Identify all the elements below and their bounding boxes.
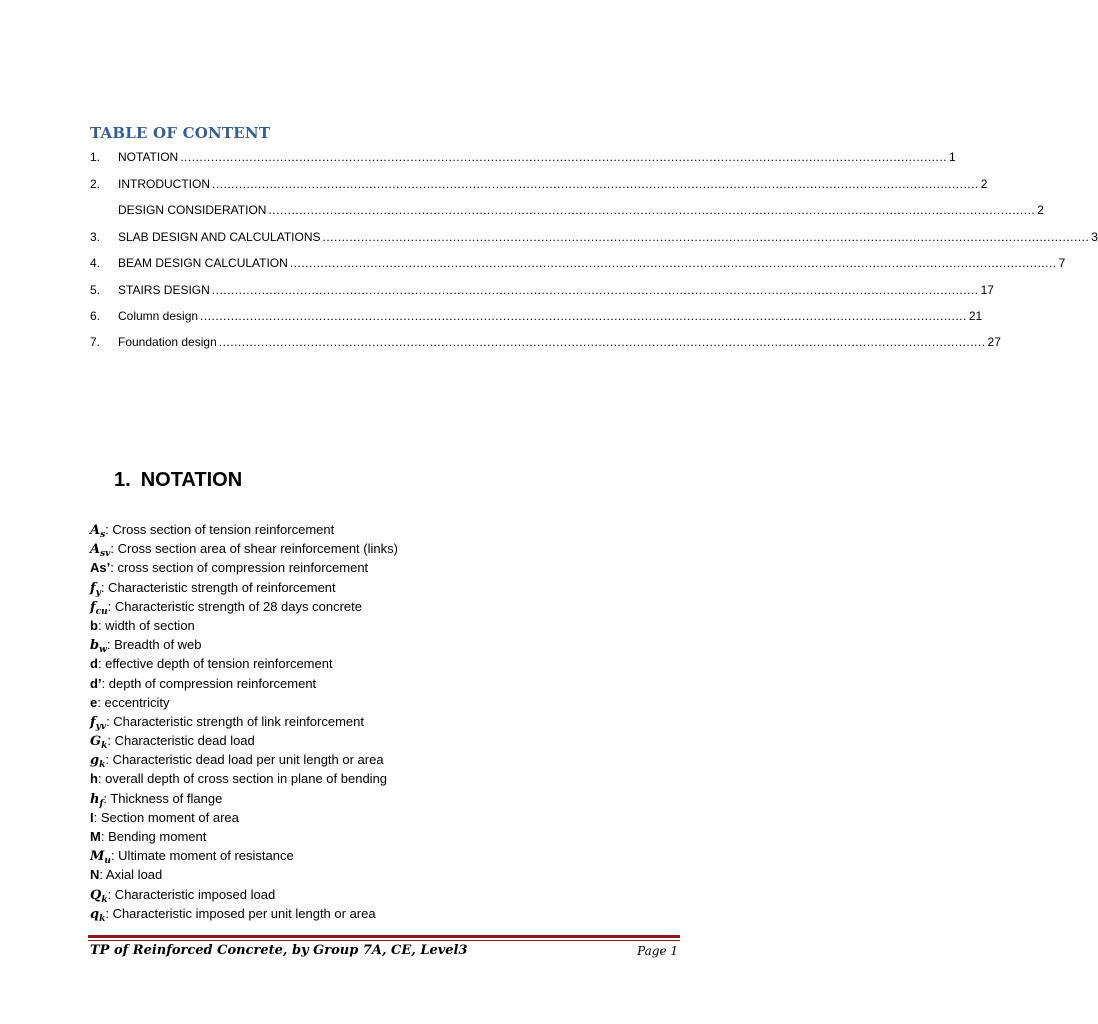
notation-item bbox=[90, 750, 690, 769]
notation-symbol bbox=[90, 849, 111, 867]
toc-title: TABLE OF CONTENT bbox=[90, 124, 271, 142]
notation-symbol-base: q bbox=[90, 906, 100, 922]
notation-item bbox=[90, 674, 690, 693]
toc-entry-label: NOTATION bbox=[118, 150, 179, 164]
notation-item bbox=[90, 789, 690, 808]
notation-symbol bbox=[90, 523, 105, 538]
notation-item bbox=[90, 578, 690, 597]
notation-item bbox=[90, 597, 690, 616]
notation-symbol-subscript: u bbox=[104, 856, 111, 867]
notation-symbol bbox=[90, 734, 108, 752]
toc-leader-dots: ........................................................................................................................................................................................................ bbox=[212, 177, 979, 191]
toc-entry[interactable] bbox=[90, 176, 988, 192]
notation-item bbox=[90, 635, 690, 654]
toc-entry-line bbox=[118, 176, 988, 192]
notation-symbol-base: h bbox=[90, 791, 100, 807]
notation-symbol-base: e bbox=[90, 694, 98, 710]
toc-leader-dots: ........................................................................................................................................................................................................ bbox=[218, 335, 986, 349]
notation-symbol bbox=[90, 771, 98, 786]
notation-item bbox=[90, 558, 690, 577]
toc-entry-number: 3. bbox=[90, 230, 101, 244]
toc-leader-dots: ........................................................................................................................................................................................................ bbox=[200, 309, 967, 323]
notation-description: : Characteristic imposed per unit length or area bbox=[105, 905, 376, 921]
toc-entry-label: BEAM DESIGN CALCULATION bbox=[118, 256, 288, 270]
notation-symbol-base: b bbox=[90, 617, 98, 633]
toc-entry[interactable] bbox=[90, 255, 1066, 271]
toc-leader-dots: ........................................................................................................................................................................................................ bbox=[180, 150, 948, 164]
notation-symbol-base: G bbox=[90, 734, 102, 750]
notation-symbol bbox=[90, 656, 98, 671]
toc-entry-number: 4. bbox=[90, 256, 101, 270]
section-title: NOTATION bbox=[140, 469, 243, 491]
notation-symbol-subscript: f bbox=[99, 798, 104, 809]
notation-description: : Characteristic imposed load bbox=[107, 886, 276, 902]
notation-symbol-subscript: y bbox=[95, 587, 101, 598]
toc-leader-dots: ........................................................................................................................................................................................................ bbox=[322, 230, 1090, 244]
notation-item bbox=[90, 904, 690, 923]
notation-description: : Ultimate moment of resistance bbox=[110, 848, 294, 864]
toc-entry-number: 7. bbox=[90, 335, 101, 349]
toc-entry-number: 6. bbox=[90, 309, 101, 323]
notation-item bbox=[90, 808, 690, 827]
toc-entry-label: STAIRS DESIGN bbox=[118, 283, 210, 297]
notation-symbol-base: M bbox=[90, 849, 105, 865]
toc-entry-page: 2 bbox=[1037, 203, 1044, 217]
notation-symbol-base: g bbox=[90, 753, 100, 769]
notation-symbol-base: f bbox=[90, 714, 96, 730]
toc-entry[interactable] bbox=[90, 282, 994, 298]
notation-description: : Characteristic strength of link reinforcement bbox=[106, 713, 364, 729]
notation-description: : depth of compression reinforcement bbox=[101, 675, 317, 691]
notation-description: : Thickness of flange bbox=[103, 790, 223, 806]
toc-leader-dots: ........................................................................................................................................................................................................ bbox=[211, 283, 979, 297]
notation-item bbox=[90, 693, 690, 712]
notation-description: : Characteristic dead load per unit length or area bbox=[105, 752, 384, 768]
notation-symbol bbox=[90, 907, 105, 922]
notation-description: : eccentricity bbox=[97, 694, 170, 710]
notation-symbol-base: d’ bbox=[90, 675, 102, 691]
notation-description: : Cross section of tension reinforcement bbox=[105, 522, 335, 537]
notation-symbol-subscript: k bbox=[99, 760, 106, 771]
notation-description: : Cross section area of shear reinforcement (links) bbox=[110, 541, 398, 557]
toc-entry[interactable] bbox=[90, 308, 983, 324]
notation-symbol-base: f bbox=[90, 599, 96, 615]
toc-entry-page: 3 bbox=[1091, 230, 1098, 244]
notation-symbol-base: f bbox=[90, 580, 96, 596]
notation-description: : Characteristic strength of reinforcement bbox=[100, 579, 336, 595]
notation-symbol bbox=[90, 829, 101, 844]
notation-item bbox=[90, 885, 690, 904]
toc-entry-page: 21 bbox=[968, 309, 983, 323]
notation-item bbox=[90, 616, 690, 635]
footer-rule-thick bbox=[88, 935, 680, 938]
notation-description: : Characteristic strength of 28 days concrete bbox=[107, 598, 362, 614]
notation-item bbox=[90, 731, 690, 750]
toc-entry-label: SLAB DESIGN AND CALCULATIONS bbox=[118, 230, 321, 244]
notation-description: : width of section bbox=[97, 617, 195, 633]
notation-symbol-subscript: w bbox=[99, 645, 107, 656]
notation-symbol-base: N bbox=[90, 867, 100, 883]
notation-symbol bbox=[90, 542, 111, 560]
toc-entry-label: Foundation design bbox=[118, 335, 217, 349]
toc-entry-line bbox=[118, 149, 956, 165]
section-heading bbox=[114, 469, 242, 492]
toc-entry-line bbox=[118, 282, 994, 298]
notation-description: : Breadth of web bbox=[106, 637, 202, 653]
notation-symbol-subscript: cu bbox=[95, 606, 108, 617]
notation-symbol bbox=[90, 753, 106, 771]
notation-description: : Axial load bbox=[99, 867, 163, 883]
footer-title: TP of Reinforced Concrete, by Group 7A, CE, Level3 bbox=[90, 943, 468, 958]
notation-symbol-base: M bbox=[90, 829, 101, 844]
notation-item bbox=[90, 712, 690, 731]
toc-leader-dots: ........................................................................................................................................................................................................ bbox=[289, 256, 1057, 270]
toc-entry-page: 2 bbox=[980, 177, 988, 191]
notation-item bbox=[90, 865, 690, 884]
section-number: 1. bbox=[114, 469, 131, 491]
notation-symbol bbox=[90, 867, 99, 882]
notation-item bbox=[90, 769, 690, 788]
toc-entry[interactable] bbox=[90, 229, 1098, 245]
notation-item bbox=[90, 846, 690, 865]
notation-symbol-base: b bbox=[90, 638, 100, 654]
notation-item bbox=[90, 654, 690, 673]
toc-entry-page: 1 bbox=[949, 150, 956, 164]
toc-entry[interactable] bbox=[90, 202, 1044, 218]
notation-description: : effective depth of tension reinforcement bbox=[97, 656, 333, 672]
notation-description: : overall depth of cross section in plane of bending bbox=[97, 771, 388, 787]
notation-symbol-base: Q bbox=[90, 887, 102, 903]
toc-entry-line bbox=[118, 202, 1044, 218]
notation-symbol bbox=[90, 715, 106, 730]
toc-leader-dots: ........................................................................................................................................................................................................ bbox=[268, 203, 1036, 217]
notation-item bbox=[90, 520, 690, 539]
notation-symbol bbox=[90, 618, 98, 633]
notation-symbol-base: As’ bbox=[90, 560, 111, 576]
toc-entry-page: 17 bbox=[980, 283, 994, 297]
toc-entry-label: INTRODUCTION bbox=[118, 177, 210, 191]
notation-item bbox=[90, 539, 690, 558]
notation-symbol bbox=[90, 792, 103, 807]
footer-rule-thin bbox=[88, 940, 680, 941]
notation-description: : Section moment of area bbox=[93, 809, 239, 825]
notation-description: : cross section of compression reinforcement bbox=[110, 560, 369, 576]
toc-entry-number: 1. bbox=[90, 150, 101, 164]
notation-symbol bbox=[90, 600, 108, 615]
toc-entry[interactable] bbox=[90, 149, 956, 165]
toc-entry-line bbox=[118, 255, 1066, 271]
notation-symbol bbox=[90, 888, 108, 903]
notation-symbol-base: h bbox=[90, 771, 98, 787]
toc-entry-line bbox=[118, 229, 1098, 245]
notation-symbol bbox=[90, 676, 102, 691]
notation-symbol bbox=[90, 638, 107, 656]
notation-symbol-base: A bbox=[90, 542, 101, 558]
toc-entry-page: 27 bbox=[987, 335, 1001, 349]
notation-symbol-base: I bbox=[90, 809, 94, 825]
toc-entry-page: 7 bbox=[1058, 256, 1066, 270]
toc-entry-line bbox=[118, 308, 983, 324]
notation-symbol-subscript: sv bbox=[100, 549, 111, 560]
notation-description: : Characteristic dead load bbox=[107, 733, 255, 749]
notation-symbol-subscript: k bbox=[101, 894, 108, 905]
notation-description: : Bending moment bbox=[100, 829, 207, 844]
toc-entry-label: DESIGN CONSIDERATION bbox=[118, 203, 267, 217]
notation-symbol-subscript: yv bbox=[95, 721, 107, 732]
notation-symbol-subscript: k bbox=[101, 741, 108, 752]
notation-symbol-base: d bbox=[90, 656, 98, 672]
notation-symbol bbox=[90, 581, 101, 596]
notation-list bbox=[90, 520, 690, 923]
notation-symbol-base: A bbox=[90, 523, 101, 538]
notation-symbol-subscript: k bbox=[99, 913, 106, 924]
toc-entry[interactable] bbox=[90, 334, 1001, 350]
notation-item bbox=[90, 827, 690, 846]
toc-entry-line bbox=[118, 334, 1001, 350]
toc-entry-number: 5. bbox=[90, 283, 101, 297]
notation-symbol bbox=[90, 560, 110, 575]
toc-entry-label: Column design bbox=[118, 309, 199, 323]
page-number: Page 1 bbox=[637, 944, 678, 958]
toc-entry-number: 2. bbox=[90, 177, 101, 191]
notation-symbol-subscript: s bbox=[100, 530, 106, 540]
